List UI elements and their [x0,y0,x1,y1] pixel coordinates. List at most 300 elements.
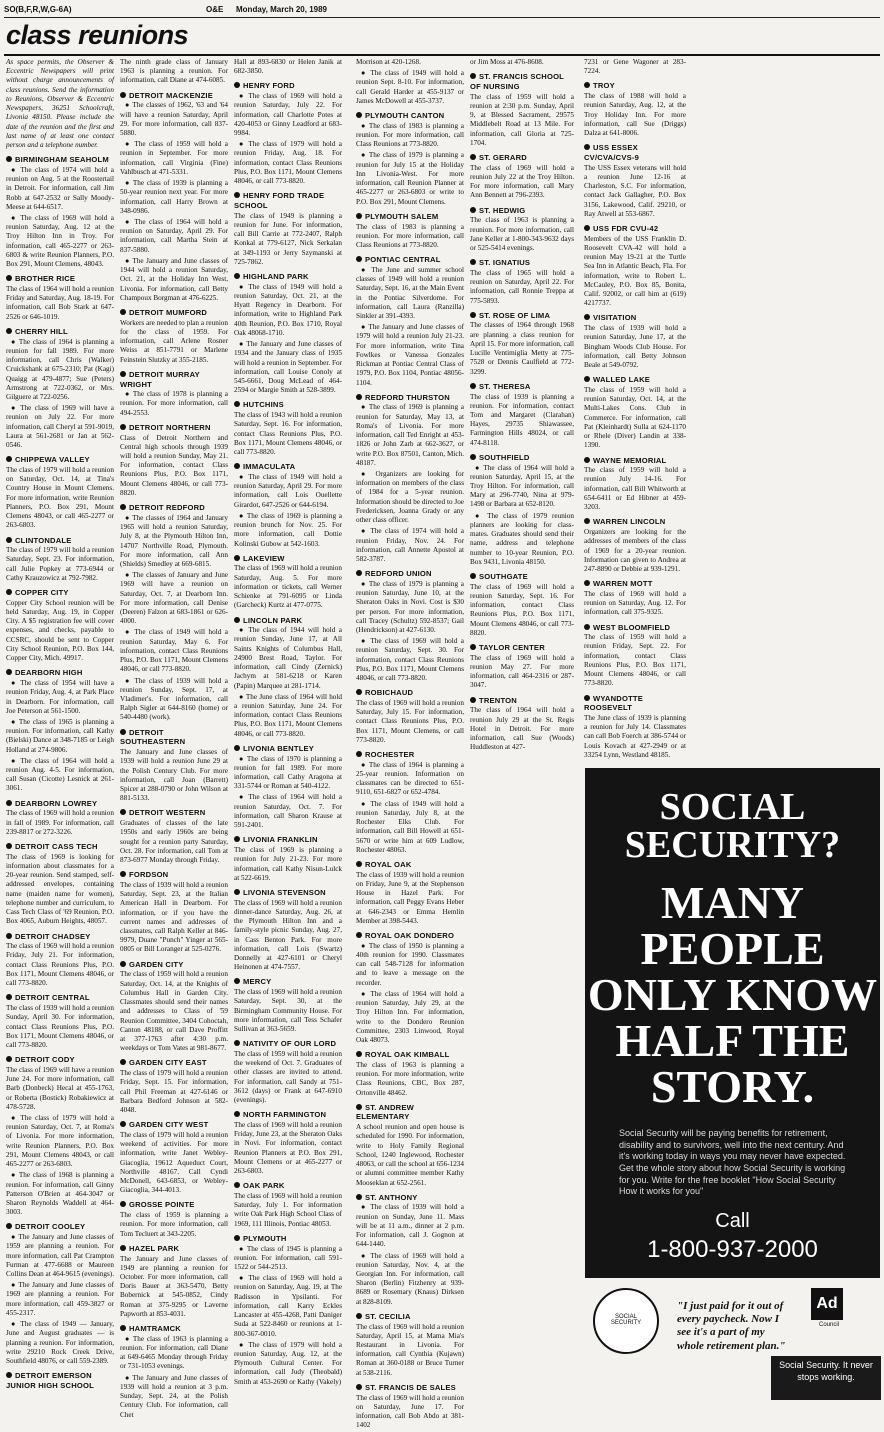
reunion-paragraph: The class of 1969 will have a reunion June 24. For more information, call Barb (Donbeck) Hecal at 455-1763, or Roberta (Bostick) Robakiewicz at 478-5728. [6,1065,114,1111]
bullet-icon [120,424,126,430]
school-name: GARDEN CITY EAST [129,1058,207,1068]
reunion-paragraph: The class of 1969 will hold a reunion Saturday, Aug. 5. For more information or tickets, call Werner Schienke at 791-6095 or Linda (Garcheck) Kurtz at 477-0775. [234,564,342,610]
school-heading [356,569,464,579]
school-heading [584,694,686,713]
intro-text: As space permits, the Observer & Eccentric Newspapers will print without charge announcements of class reunions. Send the information to Reunions, Observer & Eccentric Newspapers, 36251 Schoolcraft, Livonia 48150. Please include the date of the reunion and the first and last name of at least one contact person and a telephone number. [6,58,114,149]
reunion-paragraph: The class of 1959 will hold a reunion the weekend of Oct. 7. Graduates of other classes are invited to attend. For information, call Sandy at 751-3612 (days) or Frank at 647-6910 (evenings). [234,1049,342,1105]
school-heading [584,517,686,527]
school-heading [120,1244,228,1254]
ad-headline-2: MANY PEOPLE ONLY KNOW HALF THE STORY. [587,877,878,1112]
bullet-icon [470,454,476,460]
edition-code: SO(B,F,R,W,G-6A) [4,5,72,14]
school-name: DETROIT WESTERN [129,808,206,818]
reunion-paragraph: or Jim Moss at 476-8608. [470,58,544,66]
reunion-paragraph: The ninth grade class of January 1963 is planning a reunion. For information, call Diane at 474-6085. [120,58,228,85]
ad-quote: "I just paid for it out of every paycheck. Now I see it's a part of my whole retirement plan." [677,1300,786,1352]
school-heading [6,1222,114,1232]
school-heading [234,616,342,626]
school-name: ROYAL OAK [365,860,412,869]
bullet-icon [120,309,126,315]
school-heading [356,255,464,265]
school-heading [356,750,464,760]
reunion-paragraph: Organizers are looking for the addresses of members of the class of 1969 for a 20-year reunion. Information can given to Andrea at 247-8890 or Debbie at 939-1291. [584,528,686,573]
bullet-icon [470,259,476,265]
reunion-paragraph: ● The class of 1968 is planning a reunion. For information, call Ginny Patterson O'Brien at 464-3047 or Sharon Reynolds Waddell at 464-3003. [6,1171,114,1217]
school-heading [234,462,342,472]
school-heading [234,744,342,754]
reunion-paragraph: The class of 1963 is planning a reunion. For more information, call Jane Keller at 1-800-343-9632 days or 525-5414 evenings. [470,216,574,252]
school-name: LINCOLN PARK [243,615,303,625]
school-heading [234,1110,342,1120]
school-heading [234,977,342,987]
page-header [4,3,880,18]
school-heading [120,1120,228,1130]
school-name: DETROIT CENTRAL [15,993,90,1003]
reunion-paragraph: The class of 1969 is looking for information about classmates for a 20-year reunion. Send stamped, self-addressed envelopes, containing name (maiden name for women), telephone number and curriculum, to Cass Tech Class of '69 Reunion, P.O. Box 4065, Auburn Heights, 48057. [6,852,114,926]
seal-text: SOCIAL SECURITY [610,1314,642,1326]
reunion-paragraph: ● The class of 1969 will hold a reunion Saturday, Aug. 12 at the Troy Hilton Inn in Troy. For information, call 465-2277 or 263-6803 & write Reunion Planners, P.O. Box 291, Mount Clemens, 48043. [6,214,114,269]
school-heading [356,688,464,698]
school-name: WARREN MOTT [593,579,653,589]
school-heading [120,423,228,433]
bullet-icon [120,1325,126,1331]
school-heading [120,503,228,513]
reunion-paragraph: The class of 1969 will hold a reunion Saturday, April 15, at Mama Mia's Restaurant in Livonia. For information, call Cynthia (Kujawn) Roman at 360-0188 or Bruce Turner at 538-2116. [356,1322,464,1377]
school-heading [6,799,114,809]
school-name: PONTIAC CENTRAL [365,255,441,265]
bullet-icon [120,92,126,98]
school-name: HAMTRAMCK [129,1324,181,1334]
school-name: DEARBORN HIGH [15,668,83,678]
bullet-icon [234,889,240,895]
reunion-paragraph: ● The class of 1945 is planning a reunion. For information, call 591-1522 or 544-2513. [234,1244,342,1272]
reunion-paragraph: ● The class of 1964 will hold a reunion on Saturday, April 29. For information, call Martha Stein at 837-5880. [120,218,228,254]
school-heading [356,1103,464,1122]
reunion-paragraph: ● The class of 1979 is planning a reunion Saturday, June 10, at the Sheraton Oaks in Novi. Cost is $30 per person. For more information, call Tracey (Schultz) 592-8537; Gail (Hendrickson) at 427-6130. [356,579,464,634]
bullet-icon [584,376,590,382]
school-heading [120,1200,228,1210]
school-name: BIRMINGHAM SEAHOLM [15,155,109,165]
bullet-icon [234,192,240,198]
school-heading [6,455,114,465]
reunion-paragraph: The class of 1959 is planning a reunion. For more information, call Tom Tecluert at 343-2205. [120,1211,228,1238]
reunion-paragraph: The class of 1969 will hold a reunion July 22 at the Troy Hilton. For more information, call Mary Ann Bennett at 796-2393. [470,163,574,200]
reunion-paragraph: The class of 1959 will hold a reunion Saturday, Oct. 14, at the Multi-Lakes Cons. Club in Commerce. For information, call Pat (Kleinhardt) Sulla at 624-1170 or Rhele (Diver) Landin at 338-1390. [584,386,686,450]
school-heading [234,835,342,845]
column-4 [356,58,464,1432]
school-heading [356,860,464,870]
bullet-icon [356,256,362,262]
bullet-icon [120,1059,126,1065]
school-heading [234,888,342,898]
school-heading [6,842,114,852]
reunion-paragraph: The class of 1969 will hold a reunion on Saturday, Aug. 12. For information, call 375-9325. [584,589,686,617]
ad-phone: 1-800-937-2000 [647,1236,818,1263]
bullet-icon [470,207,476,213]
school-name: VISITATION [593,313,637,323]
school-heading [120,1324,228,1334]
school-name: DEARBORN LOWREY [15,798,98,808]
reunion-paragraph: The class of 1939 will hold a reunion on Friday, June 9, at the Stephenson House in Hazel Park. For information, call Peggy Evans Heber at 646-2343 or Emma Hemlin Member at 398-5443. [356,870,464,925]
school-name: ST. ANTHONY [365,1192,418,1202]
reunion-paragraph: ● The class of 1970 is planning a reunion for fall 1989. For more information, call Cathy Aragona at 331-5744 or Roman at 540-4122. [234,754,342,791]
reunion-paragraph: ● The class of 1949 will hold a reunion Saturday, Oct. 21, at the Hyatt Regency in Dearborn. For information, write to Highland Park 40th Reunion, P.O. Box 1710, Royal Oak 48068-1710. [234,282,342,337]
reunion-paragraph: The class of 1949 is planning a reunion for June. For information, call Bill Carrie at 772-2407, Ralph Konkal at 779-6127, Nick Serkalan at 349-1193 or Jerry Szymanski at 725-7862. [234,211,342,266]
reunion-paragraph: ● The class of 1939 will hold a reunion Sunday, Sept. 17, at Vladimer's. For information, call Ralph Sigler at 644-8160 (home) or 540-4480 (work). [120,676,228,722]
reunion-paragraph: The class of 1959 will hold a reunion July 14-16. For information, call Bill Whitworth at 654-6411 or Ed Hibner at 459-3203. [584,466,686,512]
bullet-icon [234,273,240,279]
ad-council-logo: Ad [811,1288,843,1320]
reunion-paragraph: ● The January and June classes of 1969 are planning a reunion. For more information, call 459-3827 or 455-2317. [6,1281,114,1317]
school-heading [356,111,464,121]
reunion-paragraph: ● The classes of 1964 and January 1965 will hold a reunion Saturday, July 8, at the Plymouth Hilton Inn, 14707 Northville Road, Plymouth. For more information, call Ann (Shields) Smedley at 669-6815. [120,513,228,568]
bullet-icon [234,555,240,561]
reunion-paragraph: ● The class of 1983 is planning a reunion. For more information, call Class Reunions at 773-8820. [356,121,464,149]
school-name: ROBICHAUD [365,688,414,698]
school-name: FORDSON [129,870,169,880]
school-name: WYANDOTTE ROOSEVELT [584,693,644,713]
school-heading [120,808,228,818]
school-name: DETROIT CHADSEY [15,931,91,941]
school-name: BROTHER RICE [15,274,76,284]
reunion-paragraph: ● The class of 1964 will hold a reunion Saturday, Oct. 7. For information, call Sharon Krause at 591-2401. [234,793,342,830]
reunion-paragraph: The class of 1969 will hold a reunion Saturday, July 1. For information write Oak Park High School Class of 1969, 111 Illinois, Pontiac 48053. [234,1192,342,1228]
bullet-icon [584,580,590,586]
reunion-paragraph: ● The class of 1969 is planning a reunion for Saturday, May 13, at Roma's of Livonia. For more information, call Ted Enright at 453-1826 or John Zarb at 662-3627, or write P.O. Box 87501, Canton, Mich. 48187. [356,403,464,467]
reunion-paragraph: The class of 1959 will hold a reunion Friday, Sept. 22. For information, contact Class Reunions Plus, P.O. Box 1171, Mount Clemens 48046, or call 773-8820. [584,633,686,688]
reunion-paragraph: ● The class of 1949 will hold a reunion Saturday, May 6. For information, contact Class Reunions Plus, P.O. Box 1171, Mount Clemens 48046, or call 773-8820. [120,628,228,674]
school-heading [6,536,114,546]
reunion-paragraph: The class of 1943 will hold a reunion Saturday, Sept. 16. For information, contact Class Reunions Plus, P.O. Box 1171, Mount Clemens 48046, or call 773-8820. [234,411,342,457]
school-heading [470,696,574,706]
school-heading [234,1039,342,1049]
reunion-paragraph: The class of 1969 will hold a reunion May 27. For more information, call 464-2316 or 287-3047. [470,653,574,690]
section-title: class reunions [6,20,189,50]
reunion-paragraph: ● The classes of 1962, '63 and '64 will have a reunion Saturday, April 29. For more information, call 837-5880. [120,101,228,138]
reunion-paragraph: ● The class of 1974 will hold a reunion Friday, Nov. 24. For information, call Annette Apostol at 582-3787. [356,527,464,563]
reunion-paragraph: The June class of 1939 is planning a reunion for July 14. Classmates can call Bob Foerch at 386-5744 or Louis Kovach at 427-2949 or at 33254 Lynn, Westland 48185. [584,714,686,759]
school-heading [6,274,114,284]
reunion-paragraph: The class of 1969 will hold a reunion Saturday, Sept. 30, at the Birmingham Community House. For more information, call Tess Schafer Sullivan at 363-5659. [234,988,342,1033]
reunion-paragraph: ● The class of 1944 will hold a reunion Sunday, June 17, at All Saints Knights of Columbus Hall, 24900 Brest Road, Taylor. For information, call Cindy (Zernick) Jachym at 581-6218 or Karen (Papin) Marquee at 281-1714. [234,626,342,690]
reunion-paragraph: Copper City School reunion will be held Saturday, Aug. 19, in Copper City. A $5 registration fee will cover expenses, and checks, payable to CCSRC, should be sent to Copper City School Reunion, P.O. Box 144, Copper City, Mich. 49917. [6,598,114,663]
reunion-paragraph: ● The class of 1979 is planning a reunion for July 15 at the Holiday Inn Livonia-West. For more information, call Reunion Planner at 465-2277 or 263-6803 or write to P.O. Box 291, Mount Clemens. [356,151,464,206]
school-name: OAK PARK [243,1181,285,1191]
title-rule [4,54,880,56]
reunion-paragraph: ● The class of 1969 will hold a reunion Saturday, Nov. 4, at the Georgian Inn. For information, call Sharon (Berlin) Fitzhenry at 939-8689 or Rosemary (Knaus) Dirksen at 828-8109. [356,1251,464,1306]
reunion-paragraph: ● The January and June classes of 1934 and the January class of 1935 will hold a reunion in September. For information, call Louise Conoly at 545-6661, Doug McLead of 464-2594 or Margie Smith at 528-3899. [234,340,342,395]
school-heading [234,81,342,91]
reunion-paragraph: ● The classes of January and June 1969 will have a reunion on Saturday, Oct. 7, at Dearborn Inn. For more information, call Denise (Deeren) Falzon at 683-1861 or 626-4000. [120,571,228,626]
school-heading [6,932,114,942]
school-name: WEST BLOOMFIELD [593,622,671,632]
school-heading [584,81,686,91]
reunion-paragraph: The class of 1964 will hold a reunion July 29 at the St. Regis Hotel in Detroit. For more information, call Sue (Woods) Huddleston at 427- [470,706,574,752]
issue-date: Monday, March 20, 1989 [236,5,327,14]
school-name: IMMACULATA [243,462,296,472]
bullet-icon [234,1040,240,1046]
school-heading [584,579,686,589]
school-name: USS FDR CVU-42 [593,224,659,233]
bullet-icon [6,669,12,675]
reunion-paragraph: The class of 1963 is planning a reunion. For more information, write Class Reunions, CBC, Box 287, Ortonville 48462. [356,1060,464,1097]
bullet-icon [234,617,240,623]
reunion-paragraph: Members of the USS Franklin D. Roosevelt CVA-42 will hold a reunion May 19-21 at the Turtle Sea Inn in Atlantic Beach, Fla. For information, write to Robert L. McCauley, P.O. Box 85, Bonita, Calif. 92002, or call him at (619) 4217737. [584,234,686,308]
school-name: CLINTONDALE [15,535,72,545]
school-name: TRENTON [479,695,517,705]
bullet-icon [584,624,590,630]
reunion-paragraph: ● The January and June classes of 1939 will hold a reunion at 3 p.m. Sunday, Sept. 24, at the Polish Century Club. For information, call Chet [120,1373,228,1419]
bullet-icon [120,371,126,377]
social-security-ad [585,768,880,1396]
reunion-paragraph: The class of 1979 will hold a reunion Saturday, Sept. 23. For information, call Julie Popkey at 773-6944 or Cathy Krauzowicz at 792-7982. [6,546,114,582]
bullet-icon [356,1051,362,1057]
school-name: DETROIT MUMFORD [129,307,208,317]
bullet-icon [234,745,240,751]
school-name: DETROIT COOLEY [15,1222,86,1232]
bullet-icon [120,1245,126,1251]
bullet-icon [584,144,590,150]
school-name: SOUTHFIELD [479,452,530,462]
column-3 [234,58,342,1389]
reunion-paragraph: ● The class of 1964 is planning a 25-year reunion. Information on classmates can be directed to 651-9110, 651-6827 or 652-4784. [356,760,464,797]
school-heading [356,1383,464,1393]
school-heading [584,623,686,633]
bullet-icon [356,932,362,938]
school-name: DETROIT SOUTHEASTERN [120,727,186,747]
school-name: PLYMOUTH SALEM [365,211,439,221]
reunion-paragraph: ● The class of 1965 is planning a reunion. For information, call Kathy (Bielski) Dance at 348-7185 or Leigh Holland at 274-9806. [6,717,114,754]
school-heading [6,1371,114,1390]
school-heading [356,393,464,403]
reunion-paragraph: The class of 1959 will hold a reunion at 2:30 p.m. Sunday, April 9, at Blessed Sacrament, 29575 Middlebelt Road at 13 Mile. For information, call Gloria at 725-1704. [470,92,574,147]
school-name: LIVONIA FRANKLIN [243,835,318,845]
bullet-icon [584,518,590,524]
school-name: PLYMOUTH CANTON [365,111,445,121]
bullet-icon [584,695,590,701]
school-name: TAYLOR CENTER [479,642,545,652]
bullet-icon [234,1182,240,1188]
reunion-paragraph: ● The class of 1949 — January, June and August graduates — is planning a reunion. For information, write 29210 Rock Creek Drive, Southfield 48076, or call 559-2389. [6,1320,114,1365]
reunion-paragraph: The class of 1979 will hold a reunion Friday, Sept. 15. For information, call Phil Freeman at 427-6146 or Barbara Bedford Johnson at 582-4048. [120,1069,228,1114]
school-name: USS ESSEX CV/CVA/CVS-9 [584,143,640,162]
bullet-icon [234,836,240,842]
school-name: GROSSE POINTE [129,1200,195,1210]
bullet-icon [6,933,12,939]
school-name: LAKEVIEW [243,553,285,563]
reunion-paragraph: ● The class of 1954 will have a reunion Friday, Aug. 4, at Park Place in Dearborn. For information, call Joe Peterson at 561-1500. [6,679,114,715]
school-name: WALLED LAKE [593,375,651,385]
reunion-paragraph: The class of 1959 will hold a reunion Saturday, Oct. 14, at the Knights of Columbus Hall in Garden City. Classmates should send their names and addresses to Class of '59 Reunion Committee, 3404 Cohoctah, Canton 48188, or call Dave Proffitt at 377-1763 after 4:30 p.m. weekdays or Tom Vates at 981-8677. [120,970,228,1053]
school-heading [356,1050,464,1060]
bullet-icon [356,1384,362,1390]
school-heading [6,155,114,165]
school-name: NORTH FARMINGTON [243,1110,327,1120]
bullet-icon [356,1313,362,1319]
reunion-paragraph: The class of 1939 will hold a reunion Sunday, April 30. For information, contact Class Reunions Plus, P.O. Box 1171, Mount Clemens 48046, or call 773-8820. [6,1004,114,1049]
reunion-paragraph: Graduates of classes of the late 1950s and early 1960s are being sought for a reunion party Saturday, Oct. 28. For information, call Tom at 873-6977 Monday through Friday. [120,819,228,864]
school-name: ROCHESTER [365,750,415,760]
bullet-icon [356,751,362,757]
reunion-paragraph: The class of 1939 will hold a reunion Saturday, June 17, at the Bingham Woods Club House. For information, call Betty Johnson Beale at 549-0792. [584,324,686,370]
school-heading [234,554,342,564]
reunion-paragraph: ● The class of 1959 will hold a reunion in September. For more information, call Virginia (Fine) Vahlbusch at 471-5331. [120,140,228,176]
bullet-icon [120,961,126,967]
reunion-paragraph: ● The class of 1964 will hold a reunion Saturday, April 15, at the Troy Hilton. For information, call Mary at 296-7740, Nina at 979-1498 or Barbara at 652-8120. [470,463,574,509]
reunion-paragraph: ● The class of 1979 reunion planners are looking for class-mates. Graduates should send their name, address and telephone number to 10-year Reunion, P.O. Box 9431, Livonia 48150. [470,511,574,566]
bullet-icon [584,314,590,320]
school-name: ST. THERESA [479,381,531,391]
school-name: HENRY FORD TRADE SCHOOL [234,191,325,211]
school-name: DETROIT MURRAY WRIGHT [120,369,200,389]
school-name: CHERRY HILL [15,326,68,336]
school-name: ST. CECILIA [365,1311,411,1321]
reunion-paragraph: ● The class of 1949 will hold a reunion Saturday, July 8, at the Rochester Elks Club. For information, call Bill Howell at 651-5670 or write him at 609 Ludlow, Rochester 48063. [356,799,464,854]
school-heading [584,313,686,323]
reunion-paragraph: ● The June and summer school classes of 1949 will hold a reunion Saturday, Sept. 16, at the Main Event in the Pontiac Silverdome. For information, call Laura (Ranzilla) Sinkler at 391-4393. [356,265,464,320]
school-heading [120,370,228,389]
bullet-icon [6,800,12,806]
bullet-icon [356,570,362,576]
school-heading [584,224,686,234]
bullet-icon [120,1201,126,1207]
reunion-paragraph: ● The January and June classes of 1944 will hold a reunion Saturday, Oct. 21, at the Holiday Inn West, Livonia. For information, call Betty Champoux Borgman at 476-6225. [120,256,228,302]
bullet-icon [356,1194,362,1200]
reunion-paragraph: Morrison at 420-1268. [356,58,421,66]
school-name: DETROIT CASS TECH [15,842,98,852]
school-name: WARREN LINCOLN [593,517,666,527]
bullet-icon [470,697,476,703]
bullet-icon [234,1111,240,1117]
bullet-icon [356,689,362,695]
school-heading [120,1058,228,1068]
reunion-paragraph: The class of 1969 will hold a reunion Friday, July 21. For information, contact Class Reunions Plus, P.O. Box 1171, Mount Clemens 48046, or call 773-8820. [6,942,114,988]
bullet-icon [6,328,12,334]
bullet-icon [234,978,240,984]
bullet-icon [6,156,12,162]
school-name: ST. GERARD [479,152,527,162]
school-heading [120,728,228,747]
school-heading [6,668,114,678]
column-2 [120,58,228,1422]
school-name: REDFORD THURSTON [365,392,450,402]
school-heading [470,258,574,268]
school-heading [120,308,228,318]
school-name: DETROIT CODY [15,1055,75,1065]
reunion-paragraph: Hall at 893-6830 or Helen Janik at 682-3850. [234,58,342,76]
bullet-icon [120,871,126,877]
school-heading [470,311,574,321]
reunion-paragraph: ● The class of 1939 is planning a 50-year reunion next year. For more information, call Harry Brown at 348-0986. [120,179,228,215]
bullet-icon [120,809,126,815]
reunion-paragraph: The class of 1969 is planning a reunion for July 21-23. For more information, call Kathy Nisun-Lulck at 522-6619. [234,846,342,882]
reunion-paragraph: The class of 1969 will hold a reunion Saturday, July 15. For information, contact Class Reunions Plus, P.O. Box 1171, Mount Clemens, or call 773-8820. [356,699,464,744]
school-heading [470,643,574,653]
reunion-paragraph: ● The June class of 1964 will hold a reunion Saturday, June 24. For information, contact Class Reunions Plus, P.O. Box 1171, Mount Clemens 48046, or call 773-8820. [234,692,342,738]
column-5 [470,58,574,754]
reunion-paragraph: Class of Detroit Northern and Central high schools through 1939 will hold a reunion Sunday, May 21. For information, contact Class Reunions Plus, P.O. Box 1171, Mount Clemens 48046, or call 773-8820. [120,433,228,497]
school-name: ST. ANDREW ELEMENTARY [356,1102,414,1122]
school-name: MERCY [243,977,272,987]
bullet-icon [356,1104,362,1110]
school-heading [234,400,342,410]
bullet-icon [6,537,12,543]
school-heading [356,1193,464,1203]
reunion-paragraph: ● The class of 1974 will hold a reunion on Aug. 5 at the Roostertail in Detroit. For information, call Jim Robb at 647-2532 or Sally Moody-Meese at 644-6517. [6,165,114,211]
bullet-icon [470,644,476,650]
school-name: NATIVITY OF OUR LORD [243,1039,337,1049]
school-heading [470,572,574,582]
school-heading [584,456,686,466]
reunion-paragraph: ● The class of 1939 will hold a reunion on Sunday, June 11. Mass will be at 11 a.m., dinner at 2 p.m. For information, call J. Gognon at 644-1440. [356,1203,464,1249]
reunion-paragraph: The class of 1988 will hold a reunion Saturday, Aug. 12, at the Troy Holiday Inn. For more information, call Sue (Driggs) Dalza at 641-8006. [584,92,686,138]
reunion-paragraph: The class of 1965 will hold a reunion on Saturday, April 22. For information, call Ronnie Treppa at 775-5893. [470,268,574,305]
reunion-paragraph: ● The class of 1949 will hold a reunion Sept. 8-10. For information, call Gerald Harder at 455-9137 or James McDowell at 455-3737. [356,69,464,105]
school-heading [6,1055,114,1065]
bullet-icon [6,589,12,595]
school-heading [584,143,686,162]
bullet-icon [6,994,12,1000]
reunion-paragraph: The class of 1969 will hold a reunion Saturday, Sept. 16. For information, contact Class Reunions Plus, P.O. Box 1171, Mount Clemens 48046, or call 773-8820. [470,582,574,637]
bullet-icon [120,504,126,510]
bullet-icon [470,573,476,579]
school-name: HENRY FORD [243,81,295,91]
reunion-paragraph: ● The class of 1964 is planning a reunion for fall 1989. For more information, call Chris (Walker) Cruickshank at 675-2310; Pat (Kagi) Quaigg at 479-4877; Sue (Peters) Armstrong at 722-0362, or Mrs. Gilguere at 722-0256. [6,337,114,401]
reunion-paragraph: ● The class of 1979 will hold a reunion Saturday, Oct. 7, at Roma's of Livonia. For more information, write Reunion Planners, P.O. Box 291, Mount Clemens 48043, or call 465-2277 or 263-6803. [6,1113,114,1169]
school-heading [234,272,342,282]
school-name: SOUTHGATE [479,571,528,581]
reunion-paragraph: The USS Essex veterans will hold a reunion June 12-16 at Charleston, S.C. For information, contact Jack Gallagher, P.O. Box 3156, Lakewood, Calif. 29210, or Ray Atwell at 553-6867. [584,163,686,218]
ad-headline-1: SOCIAL SECURITY? [624,786,841,866]
school-name: ROYAL OAK KIMBALL [365,1050,450,1060]
ad-body: Social Security will be paying benefits for retirement, disability and to survivors, well into the next century. And it's working today in ways you may never have expected. Get the whole story about how Social Security is working for you. Write for the free booklet "How Social Security How it works for you" [619,1128,846,1197]
school-heading [234,1181,342,1191]
school-heading [234,1234,342,1244]
reunion-paragraph: The class of 1969 will hold a reunion in fall of 1989. For information, call 239-8817 or 272-3226. [6,809,114,836]
bullet-icon [234,401,240,407]
seal-icon [593,1288,659,1354]
reunion-paragraph: ● The class of 1963 is planning a reunion. For information, call Diane at 649-6465 Monday through Friday or 731-1053 evenings. [120,1334,228,1371]
school-name: DETROIT NORTHERN [129,422,211,432]
school-name: DETROIT MACKENZIE [129,90,213,100]
bullet-icon [120,729,126,735]
bullet-icon [356,861,362,867]
school-heading [470,453,574,463]
bullet-icon [584,225,590,231]
reunion-paragraph: The class of 1979 will hold a reunion weekend of activities. For more information, write Janet Webley-Giacoglia, 19612 Aqueduct Court, Northville 48167. Call Cyndi McDonell, 643-6853, or Webley-Giacoglia, 344-4013. [120,1130,228,1195]
ad-council-label: Council [818,1322,839,1328]
reunion-paragraph: ● The class of 1969 will hold a reunion Saturday, Sept. 30. For information, contact Class Reunions Plus, P.O. Box 1171, Mount Clemens 48046, or call 773-8820. [356,637,464,683]
bullet-icon [356,394,362,400]
bullet-icon [234,1235,240,1241]
school-heading [470,382,574,392]
school-heading [120,960,228,970]
bullet-icon [584,82,590,88]
school-heading [470,206,574,216]
school-heading [584,375,686,385]
school-name: ST. FRANCIS DE SALES [365,1382,456,1392]
reunion-paragraph: ● The class of 1969 will hold a reunion on Saturday, Aug. 19, at The Radisson in Ypsilanti. For information, call Karry Eckles Lancaster at 455-4268, Patti Daniger Suda at 522-8460 or reunions at 1-800-367-0010. [234,1274,342,1338]
reunion-paragraph: ● The class of 1969 is planning a reunion brunch for Nov. 25. For more information, call Dottie Kolinski Gubow at 542-1603. [234,511,342,548]
school-heading [470,72,574,91]
school-name: GARDEN CITY [129,959,184,969]
bullet-icon [6,843,12,849]
column-6 [584,58,686,762]
reunion-paragraph: ● The class of 1964 will hold a reunion Aug. 4-5. For information, call Susan (Cicotte) Lesnick at 261-3061. [6,756,114,793]
school-name: ST. ROSE OF LIMA [479,310,551,320]
reunion-paragraph: ● The class of 1969 will have a reunion on July 22. For more information, call Cheryl at 591-9019, Laura at 561-2681 or Jan at 562-0546. [6,404,114,450]
reunion-paragraph: ● The class of 1950 is planning a 40th reunion for 1990. Classmates can call 548-7128 for information and to leave a message on the recorder. [356,941,464,987]
